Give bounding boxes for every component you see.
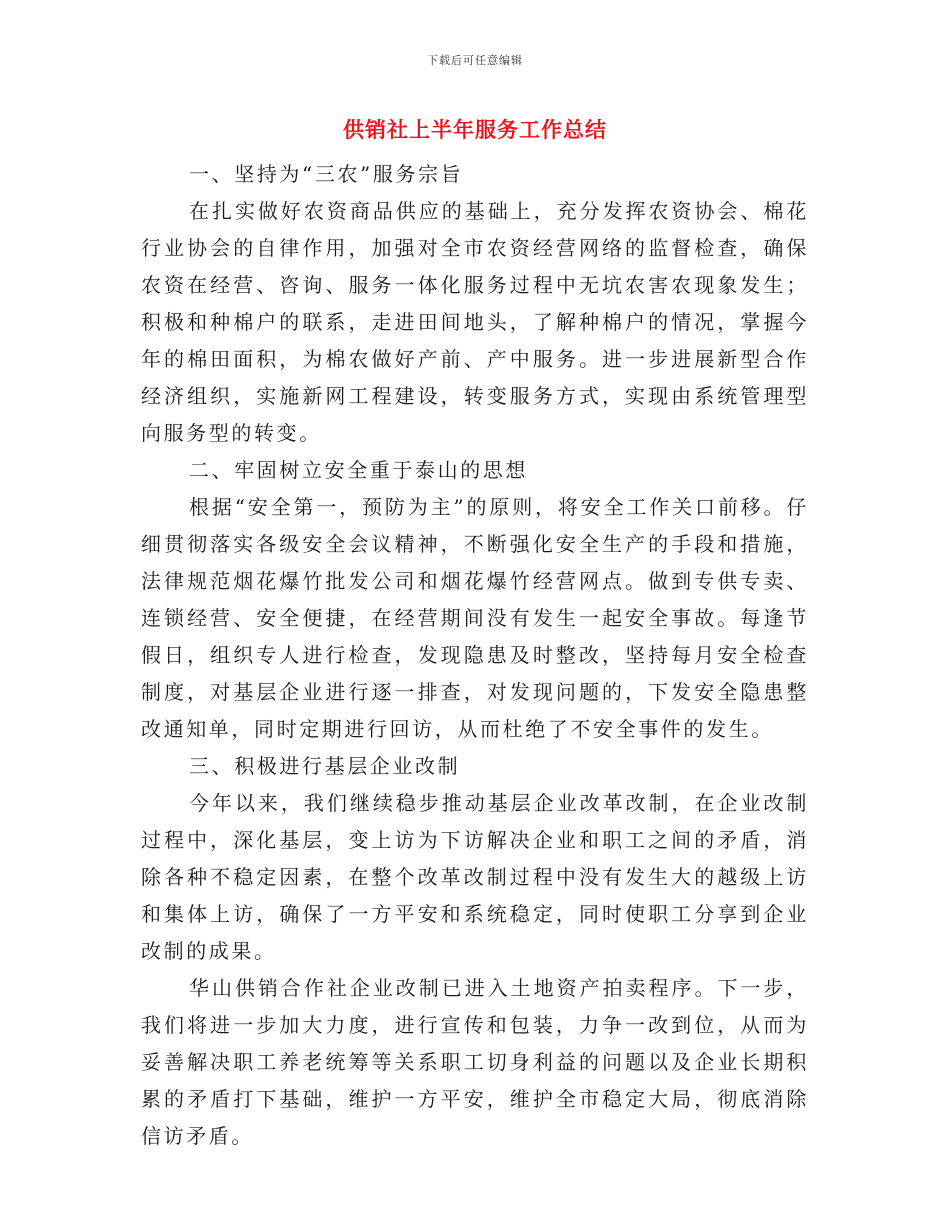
section-heading-3: 三、积极进行基层企业改制 — [189, 754, 461, 778]
body-paragraph-3: 今年以来，我们继续稳步推动基层企业改革改制，在企业改制过程中，深化基层，变上访为下访解决企业和职工之间的矛盾，消除各种不稳定因素，在整个改革改制过程中没有发生大的越级上访和集体上访，确保了一方平安和系统稳定，同时使职工分享到企业改制的成果。 — [141, 791, 809, 963]
document-body — [141, 156, 809, 1155]
body-paragraph-4: 华山供销合作社企业改制已进入土地资产拍卖程序。下一步，我们将进一步加大力度，进行宣传和包装，力争一改到位，从而为妥善解决职工养老统筹等关系职工切身利益的问题以及企业长期积累的矛盾打下基础，维护一方平安，维护全市稳定大局，彻底消除信访矛盾。 — [141, 976, 809, 1148]
body-paragraph-2: 根据“安全第一，预防为主”的原则，将安全工作关口前移。仔细贯彻落实各级安全会议精神，不断强化安全生产的手段和措施，法律规范烟花爆竹批发公司和烟花爆竹经营网点。做到专供专卖、连锁经营、安全便捷，在经营期间没有发生一起安全事故。每逢节假日，组织专人进行检查，发现隐患及时整改，坚持每月安全检查制度，对基层企业进行逐一排查，对发现问题的，下发安全隐患整改通知单，同时定期进行回访，从而杜绝了不安全事件的发生。 — [141, 495, 809, 741]
section-heading-1: 一、坚持为“三农”服务宗旨 — [189, 162, 464, 186]
header-note: 下载后可任意编辑 — [427, 54, 523, 67]
section-heading-2: 二、牢固树立安全重于泰山的思想 — [189, 458, 528, 482]
body-paragraph-1: 在扎实做好农资商品供应的基础上，充分发挥农资协会、棉花行业协会的自律作用，加强对全市农资经营网络的监督检查，确保农资在经营、咨询、服务一体化服务过程中无坑农害农现象发生；积极和种棉户的联系，走进田间地头，了解种棉户的情况，掌握今年的棉田面积，为棉农做好产前、产中服务。进一步进展新型合作经济组织，实施新网工程建设，转变服务方式，实现由系统管理型向服务型的转变。 — [141, 199, 809, 445]
document-title: 供销社上半年服务工作总结 — [343, 118, 607, 142]
